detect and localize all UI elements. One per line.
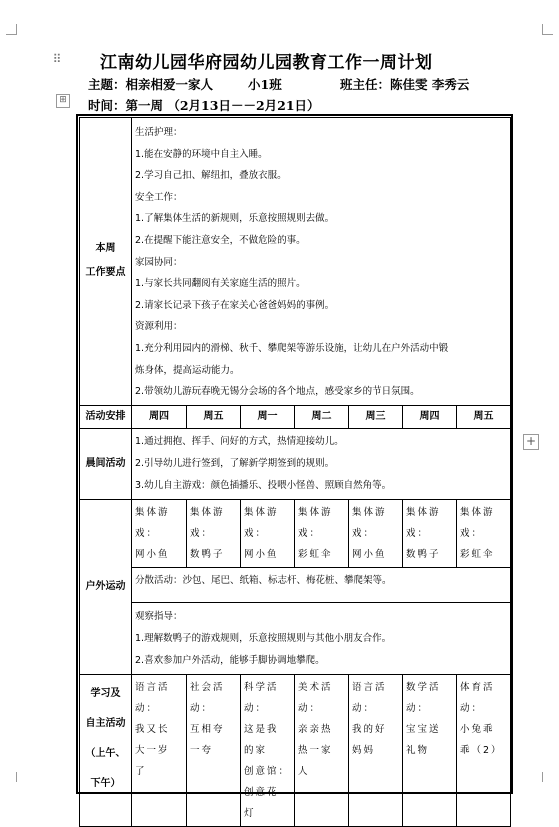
scattered-activity-text[interactable]: 分散活动：沙包、尾巴、纸箱、标志杆、梅花桩、攀爬架等。	[132, 567, 511, 602]
outdoor-game-cell[interactable]: 集体游 戏： 网小鱼	[349, 499, 403, 567]
outdoor-game-cell[interactable]: 集体游 戏： 网小鱼	[241, 499, 295, 567]
key-points-content[interactable]	[132, 118, 511, 406]
table-move-handle-icon[interactable]: ⊞	[56, 94, 70, 108]
outdoor-game-cell[interactable]: 集体游 戏： 网小鱼	[132, 499, 187, 567]
outdoor-game-cell[interactable]: 集体游 戏： 数鸭子	[187, 499, 241, 567]
schedule-row	[80, 405, 511, 428]
page-corner-mark	[6, 24, 17, 35]
text-line: 1.了解集体生活的新规则，乐意按照规则去做。	[135, 213, 335, 225]
text-line: 2.喜欢参加户外活动，能够手脚协调地攀爬。	[135, 654, 325, 666]
outdoor-game-cell[interactable]: 集体游 戏： 数鸭子	[403, 499, 457, 567]
day-header: 周一	[241, 405, 295, 428]
text-line: 1.与家长共同翻阅有关家庭生活的照片。	[135, 278, 306, 290]
outdoor-games-row	[80, 499, 511, 567]
key-points-label: 本周 工作要点	[80, 118, 132, 406]
text-line: 2.引导幼儿进行签到，了解新学期签到的规则。	[135, 457, 335, 469]
text-line: 家园协同：	[135, 256, 183, 268]
teacher-label: 班主任：陈佳雯 李秀云	[340, 77, 470, 92]
text-line: 3.幼儿自主游戏：颜色插播乐、投喂小怪兽、照顾自然角等。	[135, 479, 392, 491]
page-corner-mark	[6, 772, 17, 782]
learning-activity-cell[interactable]: 数学活 动： 宝宝送 礼物	[403, 674, 457, 826]
observe-guidance[interactable]	[132, 602, 511, 674]
morning-label: 晨间活动	[80, 428, 132, 499]
day-header: 周五	[457, 405, 511, 428]
time-label: 时间：第一周 （2月13日－－2月21日）	[88, 98, 320, 113]
day-header: 周五	[187, 405, 241, 428]
text-line: 生活护理：	[135, 127, 183, 138]
text-line: 2.请家长记录下孩子在家关心爸爸妈妈的事例。	[135, 299, 335, 311]
text-line: 观察指导：	[135, 610, 183, 622]
text-line: 1.能在安静的环境中自主入睡。	[135, 148, 268, 160]
page-corner-mark	[542, 24, 553, 35]
learning-activity-cell[interactable]: 语言活 动： 我的好 妈妈	[349, 674, 403, 826]
schedule-label: 活动安排	[80, 405, 132, 428]
document-title: 江南幼儿园华府园幼儿园教育工作一周计划	[100, 53, 433, 73]
day-header: 周四	[403, 405, 457, 428]
outdoor-scattered-row	[80, 567, 511, 602]
page-corner-mark	[542, 772, 553, 782]
learning-label: 学习及 自主活动 （上午、 下午）	[80, 674, 132, 826]
text-line: 安全工作：	[135, 191, 183, 203]
day-header: 周三	[349, 405, 403, 428]
text-line: 2.带领幼儿游玩春晚无锡分会场的各个地点，感受家乡的节日氛围。	[135, 386, 420, 398]
morning-row	[80, 428, 511, 499]
text-line: 1.理解数鸭子的游戏规则，乐意按照规则与其他小朋友合作。	[135, 632, 392, 644]
key-points-row	[80, 118, 511, 406]
learning-activity-cell[interactable]: 美术活 动： 亲亲热 热一家 人	[295, 674, 349, 826]
outdoor-label: 户外运动	[80, 499, 132, 674]
learning-activity-cell[interactable]: 语言活 动： 我又长 大一岁 了	[132, 674, 187, 826]
day-header: 周二	[295, 405, 349, 428]
class-label: 小1班	[248, 77, 282, 92]
learning-activity-cell[interactable]: 社会活 动： 互相夸 一夸	[187, 674, 241, 826]
day-header: 周四	[132, 405, 187, 428]
text-line: 1.充分利用园内的滑梯、秋千、攀爬架等游乐设施，让幼儿在户外活动中锻	[135, 342, 449, 354]
learning-activity-cell[interactable]: 科学活 动： 这是我 的家 创意馆： 创意花 灯	[241, 674, 295, 826]
text-line: 资源利用：	[135, 321, 183, 333]
text-line: 2.学习自己扣、解纽扣，叠放衣服。	[135, 170, 287, 182]
text-line: 2.在提醒下能注意安全，不做危险的事。	[135, 234, 306, 246]
outdoor-observe-row	[80, 602, 511, 674]
add-row-icon[interactable]: +	[523, 434, 539, 450]
drag-handle-icon[interactable]: ⠿	[52, 52, 62, 66]
text-line: 炼身体，提高运动能力。	[135, 364, 240, 376]
morning-content[interactable]	[132, 428, 511, 499]
theme-label: 主题：相亲相爱一家人	[88, 77, 214, 92]
outdoor-game-cell[interactable]: 集体游 戏： 彩虹伞	[457, 499, 511, 567]
learning-activity-cell[interactable]: 体育活 动： 小兔乖 乖（2）	[457, 674, 511, 826]
outdoor-game-cell[interactable]: 集体游 戏： 彩虹伞	[295, 499, 349, 567]
learning-row	[80, 674, 511, 826]
text-line: 1.通过拥抱、挥手、问好的方式，热情迎接幼儿。	[135, 435, 344, 447]
plan-table	[79, 117, 511, 827]
